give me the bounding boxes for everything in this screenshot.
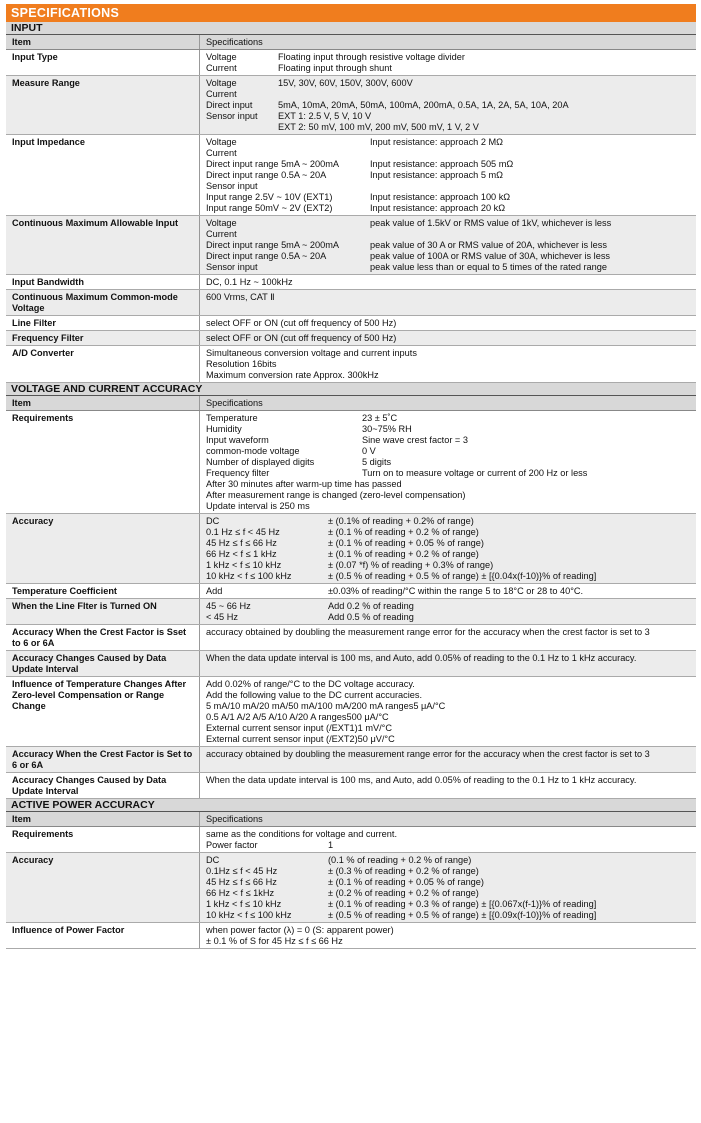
spec-label: Requirements: [6, 827, 200, 852]
spec-line-key: Direct input: [206, 100, 253, 110]
spec-line-key: 0.1 Hz ≤ f < 45 Hz: [206, 527, 280, 537]
table-header-row: [6, 35, 696, 50]
spec-line-value: Input resistance: approach 100 kΩ: [370, 192, 511, 202]
spec-row-when-the-line-flter-is-turned-on: [6, 599, 696, 625]
spec-row-temperature-coefficient: [6, 584, 696, 599]
spec-line-key: Add: [206, 586, 223, 596]
spec-row-input-impedance: [6, 135, 696, 216]
spec-label: Accuracy: [6, 514, 200, 583]
spec-line: [206, 240, 692, 251]
spec-value: [200, 411, 696, 513]
spec-line: [206, 690, 692, 701]
spec-row-continuous-maximum-common-mode-voltage: [6, 290, 696, 316]
spec-line: [206, 277, 692, 288]
spec-value: [200, 853, 696, 922]
table-header-row: [6, 812, 696, 827]
spec-line-key: When the data update interval is 100 ms, and Auto, add 0.05% of reading to the 0.1 Hz to 1 kHz accuracy.: [206, 775, 637, 785]
spec-line-key: Current: [206, 148, 237, 158]
spec-line: [206, 501, 692, 512]
spec-line-key: same as the conditions for voltage and current.: [206, 829, 398, 839]
spec-line: [206, 122, 692, 133]
spec-line-key: < 45 Hz: [206, 612, 238, 622]
spec-line: [206, 723, 692, 734]
spec-line: [206, 490, 692, 501]
spec-line-key: Voltage: [206, 52, 237, 62]
spec-line-value: 30~75% RH: [362, 424, 412, 434]
spec-line-key: 10 kHz < f ≤ 100 kHz: [206, 910, 292, 920]
spec-line-key: ± 0.1 % of S for 45 Hz ≤ f ≤ 66 Hz: [206, 936, 343, 946]
spec-line: [206, 262, 692, 273]
spec-row-accuracy: [6, 514, 696, 584]
spec-line: [206, 159, 692, 170]
section-title-active-power-accuracy: ACTIVE POWER ACCURACY: [6, 799, 696, 812]
spec-line-key: select OFF or ON (cut off frequency of 500 Hz): [206, 333, 397, 343]
spec-line: [206, 775, 692, 786]
spec-label: Accuracy Changes Caused by Data Update Interval: [6, 651, 200, 676]
spec-line-value: Input resistance: approach 20 kΩ: [370, 203, 506, 213]
spec-line-key: Number of displayed digits: [206, 457, 315, 467]
spec-row-measure-range: [6, 76, 696, 135]
spec-line: [206, 601, 692, 612]
spec-value: [200, 316, 696, 330]
spec-line: [206, 78, 692, 89]
spec-line-key: Specifications: [206, 37, 263, 47]
spec-label: Continuous Maximum Common-mode Voltage: [6, 290, 200, 315]
spec-line-key: accuracy obtained by doubling the measurement range error for the accuracy when the crest factor is set to 3: [206, 627, 650, 637]
column-header-specifications: [200, 396, 696, 410]
spec-line-key: External current sensor input (/EXT2): [206, 734, 358, 744]
spec-line: [206, 370, 692, 381]
spec-value: [200, 677, 696, 746]
spec-line-value: Input resistance: approach 2 MΩ: [370, 137, 504, 147]
spec-row-a-d-converter: [6, 346, 696, 383]
spec-label: A/D Converter: [6, 346, 200, 382]
spec-row-input-bandwidth: [6, 275, 696, 290]
spec-line: [206, 712, 692, 723]
spec-line-key: Temperature: [206, 413, 258, 423]
spec-row-influence-of-power-factor: [6, 923, 696, 949]
spec-line-value: EXT 2: 50 mV, 100 mV, 200 mV, 500 mV, 1 V, 2 V: [278, 122, 479, 132]
spec-line: [206, 516, 692, 527]
spec-line: [206, 52, 692, 63]
spec-line-key: Direct input range 0.5A ~ 20A: [206, 251, 327, 261]
column-header-specifications: [200, 812, 696, 826]
spec-value: [200, 135, 696, 215]
spec-line-key: 600 Vrms, CAT Ⅱ: [206, 292, 275, 302]
spec-line: [206, 446, 692, 457]
spec-line: [206, 855, 692, 866]
spec-line-value: ± (0.1 % of reading + 0.3 % of range) ± [{0.067x(f-1)}% of reading]: [328, 899, 597, 909]
spec-line-value: ± (0.1% of reading + 0.2% of range): [328, 516, 474, 526]
spec-line: [206, 586, 692, 597]
spec-line: [206, 653, 692, 664]
spec-row-requirements: [6, 411, 696, 514]
spec-line-value: (0.1 % of reading + 0.2 % of range): [328, 855, 472, 865]
spec-line-value: 0 V: [362, 446, 376, 456]
spec-line: [206, 229, 692, 240]
spec-line-value: ± (0.3 % of reading + 0.2 % of range): [328, 866, 479, 876]
spec-line: [206, 251, 692, 262]
spec-line: [206, 701, 692, 712]
spec-line-value: 23 ± 5˚C: [362, 413, 398, 423]
spec-line-key: accuracy obtained by doubling the measurement range error for the accuracy when the crest factor is set to 3: [206, 749, 650, 759]
spec-value: [200, 773, 696, 798]
spec-label: Influence of Temperature Changes After Zero-level Compensation or Range Change: [6, 677, 200, 746]
spec-line-value: ± (0.1 % of reading + 0.05 % of range): [328, 877, 484, 887]
spec-line-key: Voltage: [206, 78, 237, 88]
spec-label: Accuracy: [6, 853, 200, 922]
spec-row-accuracy-changes-caused-by-data-update-interval: [6, 773, 696, 799]
spec-line-value: 5mA, 10mA, 20mA, 50mA, 100mA, 200mA, 0.5A, 1A, 2A, 5A, 10A, 20A: [278, 100, 569, 110]
spec-line: [206, 424, 692, 435]
spec-label: Requirements: [6, 411, 200, 513]
spec-line-value: peak value of 100A or RMS value of 30A, whichever is less: [370, 251, 611, 261]
spec-line: [206, 318, 692, 329]
spec-line: [206, 37, 692, 48]
spec-line: [206, 679, 692, 690]
spec-line-key: Add 0.02% of range/°C to the DC voltage accuracy.: [206, 679, 415, 689]
spec-line: [206, 148, 692, 159]
spec-line: [206, 435, 692, 446]
spec-line: [206, 218, 692, 229]
spec-line: [206, 899, 692, 910]
spec-line-key: Humidity: [206, 424, 242, 434]
spec-line: [206, 888, 692, 899]
spec-line-key: After 30 minutes after warm-up time has passed: [206, 479, 402, 489]
spec-line-key: Input range 2.5V ~ 10V (EXT1): [206, 192, 333, 202]
spec-line: [206, 398, 692, 409]
spec-line-key: Direct input range 5mA ~ 200mA: [206, 240, 340, 250]
spec-value: [200, 275, 696, 289]
spec-line-key: Direct input range 5mA ~ 200mA: [206, 159, 340, 169]
spec-line: [206, 100, 692, 111]
spec-value: [200, 76, 696, 134]
spec-line-value: EXT 1: 2.5 V, 5 V, 10 V: [278, 111, 372, 121]
spec-line: [206, 866, 692, 877]
spec-row-accuracy-when-the-crest-factor-is-sset-to-6-or-6a: [6, 625, 696, 651]
spec-line-value: 1: [328, 840, 334, 850]
spec-line: [206, 936, 692, 947]
spec-line-key: select OFF or ON (cut off frequency of 500 Hz): [206, 318, 397, 328]
spec-line: [206, 749, 692, 760]
spec-line-key: Maximum conversion rate Approx. 300kHz: [206, 370, 379, 380]
spec-line: [206, 63, 692, 74]
spec-line-value: 1 mV/°C: [357, 723, 392, 733]
spec-line: [206, 479, 692, 490]
spec-label: Accuracy Changes Caused by Data Update Interval: [6, 773, 200, 798]
spec-line-value: ± (0.2 % of reading + 0.2 % of range): [328, 888, 479, 898]
spec-line-key: Current: [206, 229, 237, 239]
spec-line-value: ±0.03% of reading/°C within the range 5 to 18°C or 28 to 40°C.: [328, 586, 584, 596]
spec-value: [200, 216, 696, 274]
spec-line: [206, 137, 692, 148]
spec-line-value: ± (0.07 *f) % of reading + 0.3% of range): [328, 560, 494, 570]
spec-label: Input Impedance: [6, 135, 200, 215]
spec-line: [206, 910, 692, 921]
spec-line-key: External current sensor input (/EXT1): [206, 723, 358, 733]
spec-line-key: DC: [206, 516, 220, 526]
spec-line-key: Sensor input: [206, 181, 258, 191]
spec-line: [206, 359, 692, 370]
spec-line-value: ± (0.1 % of reading + 0.2 % of range): [328, 549, 479, 559]
spec-value: [200, 625, 696, 650]
spec-line-value: 50 μV/°C: [357, 734, 395, 744]
spec-line: [206, 348, 692, 359]
spec-line-key: 0.1Hz ≤ f < 45 Hz: [206, 866, 278, 876]
spec-line-value: Floating input through resistive voltage divider: [278, 52, 465, 62]
spec-value: [200, 827, 696, 852]
spec-line-value: ± (0.1 % of reading + 0.2 % of range): [328, 527, 479, 537]
spec-line-value: Add 0.5 % of reading: [328, 612, 414, 622]
spec-line-key: Specifications: [206, 814, 263, 824]
spec-label: When the Line Flter is Turned ON: [6, 599, 200, 624]
spec-line-value: Turn on to measure voltage or current of 200 Hz or less: [362, 468, 588, 478]
spec-line-key: 66 Hz < f ≤ 1 kHz: [206, 549, 277, 559]
spec-value: [200, 599, 696, 624]
spec-line: [206, 627, 692, 638]
spec-line-key: 1 kHz < f ≤ 10 kHz: [206, 899, 282, 909]
spec-row-influence-of-temperature-changes-after-zero-level-compensation-or-range-change: [6, 677, 696, 747]
spec-line: [206, 468, 692, 479]
spec-line: [206, 560, 692, 571]
spec-line: [206, 181, 692, 192]
spec-row-continuous-maximum-allowable-input: [6, 216, 696, 275]
spec-line-key: Add the following value to the DC current accuracies.: [206, 690, 423, 700]
spec-line-key: After measurement range is changed (zero-level compensation): [206, 490, 466, 500]
spec-line-key: Voltage: [206, 137, 237, 147]
spec-line: [206, 814, 692, 825]
spec-line-key: Direct input range 0.5A ~ 20A: [206, 170, 327, 180]
spec-content: [6, 22, 696, 949]
spec-line: [206, 571, 692, 582]
spec-label: Accuracy When the Crest Factor is Set to 6 or 6A: [6, 747, 200, 772]
spec-line-key: Simultaneous conversion voltage and current inputs: [206, 348, 417, 358]
spec-line-key: Voltage: [206, 218, 237, 228]
spec-line: [206, 89, 692, 100]
spec-label: Influence of Power Factor: [6, 923, 200, 948]
spec-line: [206, 925, 692, 936]
spec-line: [206, 612, 692, 623]
spec-line-key: 45 Hz ≤ f ≤ 66 Hz: [206, 538, 277, 548]
spec-line-value: 5 digits: [362, 457, 392, 467]
spec-line-value: Sine wave crest factor = 3: [362, 435, 468, 445]
column-header-item: Item: [6, 812, 200, 826]
spec-line: [206, 840, 692, 851]
spec-value: [200, 290, 696, 315]
spec-line-key: Current: [206, 89, 237, 99]
spec-line: [206, 527, 692, 538]
spec-line: [206, 538, 692, 549]
spec-row-input-type: [6, 50, 696, 76]
spec-line-value: 15V, 30V, 60V, 150V, 300V, 600V: [278, 78, 413, 88]
spec-line: [206, 292, 692, 303]
spec-line-key: Input waveform: [206, 435, 269, 445]
spec-line-key: Sensor input: [206, 262, 258, 272]
spec-label: Measure Range: [6, 76, 200, 134]
spec-row-accuracy-when-the-crest-factor-is-set-to-6-or-6a: [6, 747, 696, 773]
spec-line-key: Power factor: [206, 840, 258, 850]
spec-line: [206, 203, 692, 214]
spec-value: [200, 50, 696, 75]
spec-label: Temperature Coefficient: [6, 584, 200, 598]
column-header-item: Item: [6, 396, 200, 410]
spec-row-frequency-filter: [6, 331, 696, 346]
spec-label: Accuracy When the Crest Factor is Sset to 6 or 6A: [6, 625, 200, 650]
spec-line-key: DC, 0.1 Hz ~ 100kHz: [206, 277, 293, 287]
spec-line-key: Update interval is 250 ms: [206, 501, 310, 511]
spec-line-value: Floating input through shunt: [278, 63, 392, 73]
spec-line-key: 5 mA/10 mA/20 mA/50 mA/100 mA/200 mA ranges: [206, 701, 414, 711]
spec-line-key: Current: [206, 63, 237, 73]
spec-line: [206, 170, 692, 181]
spec-line-value: Input resistance: approach 5 mΩ: [370, 170, 504, 180]
spec-value: [200, 346, 696, 382]
spec-line-value: ± (0.1 % of reading + 0.05 % of range): [328, 538, 484, 548]
spec-line-key: when power factor (λ) = 0 (S: apparent power): [206, 925, 394, 935]
spec-line-key: 10 kHz < f ≤ 100 kHz: [206, 571, 292, 581]
spec-line-value: 500 μA/°C: [346, 712, 389, 722]
section-title-input: INPUT: [6, 22, 696, 35]
spec-line-key: When the data update interval is 100 ms, and Auto, add 0.05% of reading to the 0.1 Hz to 1 kHz accuracy.: [206, 653, 637, 663]
spec-line-key: Sensor input: [206, 111, 258, 121]
spec-line: [206, 333, 692, 344]
column-header-specifications: [200, 35, 696, 49]
spec-value: [200, 923, 696, 948]
spec-value: [200, 584, 696, 598]
spec-line-key: [206, 122, 278, 133]
spec-line-key: 1 kHz < f ≤ 10 kHz: [206, 560, 282, 570]
spec-row-requirements: [6, 827, 696, 853]
spec-line-value: peak value less than or equal to 5 times of the rated range: [370, 262, 607, 272]
spec-value: [200, 747, 696, 772]
spec-label: Input Bandwidth: [6, 275, 200, 289]
spec-value: [200, 651, 696, 676]
spec-row-accuracy-changes-caused-by-data-update-interval: [6, 651, 696, 677]
spec-line: [206, 829, 692, 840]
banner-title: SPECIFICATIONS: [6, 4, 696, 22]
spec-line: [206, 192, 692, 203]
spec-line: [206, 457, 692, 468]
spec-row-accuracy: [6, 853, 696, 923]
spec-line-key: Frequency filter: [206, 468, 270, 478]
spec-line-key: 66 Hz < f ≤ 1kHz: [206, 888, 275, 898]
spec-line: [206, 877, 692, 888]
spec-line-key: 45 Hz ≤ f ≤ 66 Hz: [206, 877, 277, 887]
spec-value: [200, 331, 696, 345]
spec-label: Input Type: [6, 50, 200, 75]
spec-line-key: common-mode voltage: [206, 446, 300, 456]
spec-label: Continuous Maximum Allowable Input: [6, 216, 200, 274]
spec-line: [206, 734, 692, 745]
spec-label: Frequency Filter: [6, 331, 200, 345]
spec-line-key: 0.5 A/1 A/2 A/5 A/10 A/20 A ranges: [206, 712, 347, 722]
spec-line-key: DC: [206, 855, 220, 865]
column-header-item: Item: [6, 35, 200, 49]
spec-row-line-filter: [6, 316, 696, 331]
spec-line-value: peak value of 1.5kV or RMS value of 1kV, whichever is less: [370, 218, 612, 228]
spec-line-value: Input resistance: approach 505 mΩ: [370, 159, 514, 169]
spec-line-value: peak value of 30 A or RMS value of 20A, whichever is less: [370, 240, 607, 250]
spec-label: Line Filter: [6, 316, 200, 330]
spec-line: [206, 549, 692, 560]
table-header-row: [6, 396, 696, 411]
spec-line-key: 45 ~ 66 Hz: [206, 601, 251, 611]
section-title-voltage-and-current-accuracy: VOLTAGE AND CURRENT ACCURACY: [6, 383, 696, 396]
spec-value: [200, 514, 696, 583]
spec-line-value: ± (0.5 % of reading + 0.5 % of range) ± [{0.09x(f-10)}% of reading]: [328, 910, 597, 920]
spec-line-value: ± (0.5 % of reading + 0.5 % of range) ± [{0.04x(f-10)}% of reading]: [328, 571, 597, 581]
spec-line-key: Input range 50mV ~ 2V (EXT2): [206, 203, 333, 213]
specifications-sheet: [6, 4, 696, 949]
spec-line-value: 5 μA/°C: [413, 701, 446, 711]
spec-line: [206, 413, 692, 424]
spec-line-key: Resolution 16bits: [206, 359, 277, 369]
spec-line-key: Specifications: [206, 398, 263, 408]
spec-line-value: Add 0.2 % of reading: [328, 601, 414, 611]
spec-line: [206, 111, 692, 122]
